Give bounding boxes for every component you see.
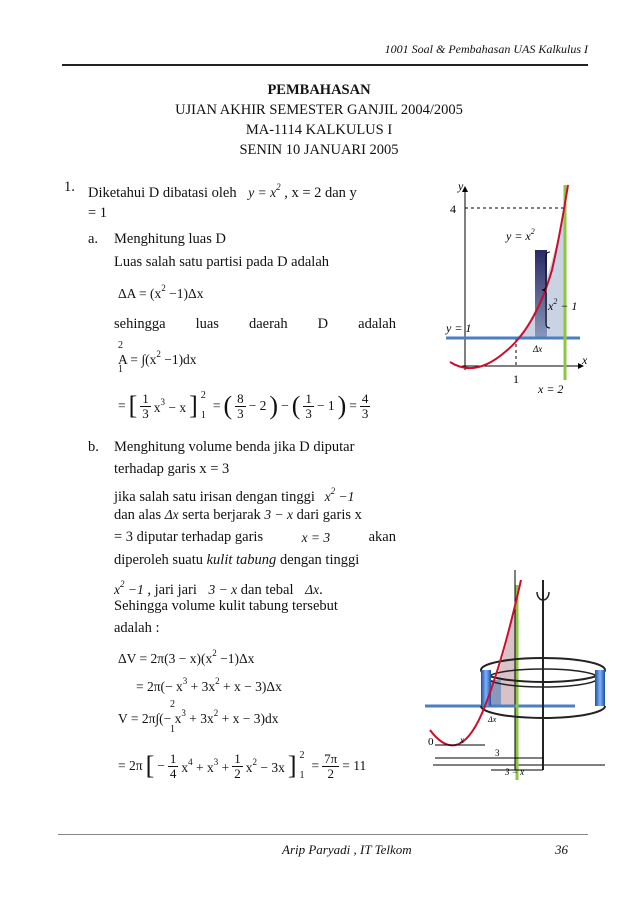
part-a-title: Menghitung luas D	[114, 231, 226, 247]
running-title: 1001 Soal & Pembahasan UAS Kalkulus I	[384, 42, 588, 56]
intro-text-b: , x = 2 dan y	[284, 185, 357, 201]
fig1-height-label: $x^2 - 1$	[548, 297, 578, 313]
fig2-three-minus-x: 3 − x	[505, 767, 525, 777]
intro-text-a: Diketahui D dibatasi oleh	[88, 185, 237, 201]
footer-author: Arip Paryadi , IT Telkom	[282, 842, 412, 857]
part-b-line1: Menghitung volume benda jika D diputar	[114, 439, 355, 455]
part-b-line3: jika salah satu irisan dengan tinggi $x^2 -1$	[114, 486, 355, 505]
part-b-line5: = 3 diputar terhadap garis x = 3 akan	[114, 529, 396, 545]
A-lower-limit: 1	[118, 364, 123, 375]
title-line-4: SENIN 10 JANUARI 2005	[239, 142, 399, 158]
fig1-tick-1: 1	[513, 372, 519, 386]
part-b-line6: diperoleh suatu kulit tabung dengan tinggi	[114, 552, 360, 568]
parabola-curve	[450, 185, 568, 368]
part-b-line7: $x^2 -1$ , jari jari 3 − x dan tebal Δx.	[114, 579, 323, 598]
A-integral: $A = \int(x^2 -1)dx$	[118, 349, 197, 367]
V-lower-limit: 1	[170, 724, 175, 735]
fig1-y-label: y	[458, 180, 464, 193]
shell-wall-right	[595, 670, 605, 706]
header-rule	[62, 64, 588, 66]
title-line-3: MA-1114 KALKULUS I	[245, 122, 393, 138]
part-b-line9: adalah :	[114, 620, 160, 636]
part-a-line1	[114, 253, 396, 272]
fig2-origin: 0	[428, 736, 434, 748]
problem-number: 1.	[64, 179, 75, 195]
partition-strip	[535, 250, 547, 338]
A-evaluation: = [ $\frac{1}{3}$ $x^3 - x$ ] 2 1 = ( $\frac{8}{3}$ − 2 ) − ( $\frac{1}{3}$ − 1 ) = $\frac{4}{3}$	[118, 390, 369, 421]
area-figure	[430, 180, 610, 395]
partition-sentence: Luas salah satu partisi pada D adalah	[114, 254, 330, 270]
fig1-x-label: x	[582, 353, 588, 367]
fig1-line-x-label: x = 2	[538, 382, 564, 395]
shell-figure	[425, 570, 615, 790]
part-b-line2: terhadap garis x = 3	[114, 461, 230, 477]
shell-wall-left	[481, 670, 491, 706]
title-line-2: UJIAN AKHIR SEMESTER GANJIL 2004/2005	[175, 102, 463, 118]
dV-formula-2: = $2\pi(- x^3 + 3x^2 + x - 3)\Delta x$	[136, 676, 282, 694]
title-block	[0, 80, 638, 160]
footer-rule	[58, 834, 588, 835]
page-number: 36	[555, 842, 568, 857]
fig2-three: 3	[495, 748, 500, 758]
intro-text-c: = 1	[88, 205, 108, 221]
dV-formula-1: $\Delta V = 2\pi(3 - x)(x^2 -1)\Delta x$	[118, 648, 255, 666]
fig1-dx-label: Δx	[533, 344, 543, 354]
part-b-line4: dan alas Δx serta berjarak 3 − x dari garis x	[114, 507, 362, 523]
dA-formula: $\Delta A = (x^2 -1)\Delta x$	[118, 283, 204, 301]
fig1-tick-4: 4	[450, 202, 456, 216]
fig1-curve-label: $y = x^2$	[506, 227, 535, 243]
fig2-x-label: x	[460, 735, 464, 745]
V-evaluation: = 2π [ − $\frac{1}{4}$ $x^4 + x^3$ + $\frac{1}{2}$ $x^2 - 3x$ ] 2 1 = $\frac{7\pi}{2}$ = 11	[118, 750, 367, 781]
V-integral: $V = 2\pi\int(- x^3 + 3x^2 + x - 3)dx$	[118, 708, 279, 726]
part-b-label: b.	[88, 439, 99, 455]
fig1-line-y-label: y = 1	[446, 321, 472, 335]
fig2-dx-label: Δx	[488, 715, 497, 724]
curve-eq: $y = x^2$	[248, 182, 281, 200]
part-b-line8: Sehingga volume kulit tabung tersebut	[114, 598, 338, 614]
A-upper-limit: 2	[118, 340, 123, 351]
problem-intro	[88, 178, 357, 203]
title-line-1: PEMBAHASAN	[267, 82, 371, 98]
part-a-label: a.	[88, 231, 99, 247]
part-a-line2: sehingga luas daerah D adalah	[114, 316, 396, 332]
V-upper-limit: 2	[170, 699, 175, 710]
